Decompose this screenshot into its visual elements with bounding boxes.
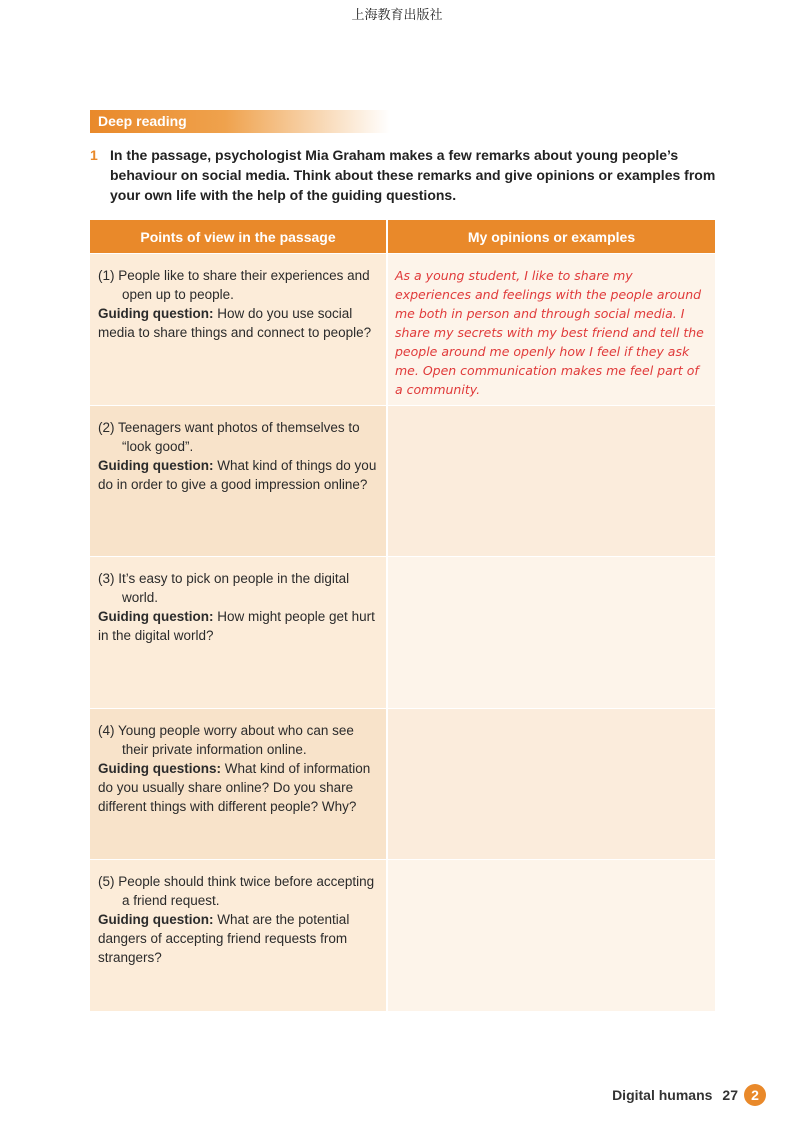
table-row xyxy=(90,406,715,557)
header-my-opinions: My opinions or examples xyxy=(388,220,715,253)
header-points-of-view: Points of view in the passage xyxy=(90,220,386,253)
answer-cell[interactable] xyxy=(388,860,715,1011)
table-row xyxy=(90,709,715,860)
table-row xyxy=(90,557,715,708)
point-text: (5) People should think twice before accepting a friend request. xyxy=(98,874,375,908)
guiding-question-text: What kind of things do you do in order to give a good impression online? xyxy=(98,457,377,492)
point-cell xyxy=(90,860,386,1011)
task-text: In the passage, psychologist Mia Graham makes a few remarks about young people’s behaviour on social media. Think about these remarks and give opinions or examples from your own life with the help of the guiding questions. xyxy=(110,147,716,203)
answer-cell[interactable] xyxy=(388,406,715,557)
point-cell xyxy=(90,557,386,708)
point-cell xyxy=(90,254,386,405)
point-text: (4) Young people worry about who can see their private information online. xyxy=(98,722,354,757)
guiding-question xyxy=(98,759,378,816)
point-cell xyxy=(90,406,386,557)
guiding-question-label: Guiding question: xyxy=(98,306,214,321)
publisher-header: 上海教育出版社 xyxy=(351,8,443,23)
table-row xyxy=(90,860,715,1011)
guiding-question-text: How do you use social media to share things and connect to people? xyxy=(98,306,372,340)
guiding-question-label: Guiding question: xyxy=(98,609,214,624)
guiding-question xyxy=(98,304,378,342)
answer-cell[interactable] xyxy=(388,709,715,860)
table-row xyxy=(90,254,715,405)
point-text: (2) Teenagers want photos of themselves to “look good”. xyxy=(98,419,360,454)
point-text: (3) It’s easy to pick on people in the digital world. xyxy=(98,571,350,605)
section-title: Deep reading xyxy=(98,113,187,129)
unit-title: Digital humans xyxy=(612,1087,713,1103)
answer-cell[interactable] xyxy=(388,557,715,708)
guiding-question xyxy=(98,607,378,645)
answer-text: As a young student, I like to share my experiences and feelings with the people around me both in person and through social media. I share my secrets with my best friend and tell the people around me openly how I feel if they ask me. Open communication makes me feel part of a community. xyxy=(395,268,704,397)
opinions-table xyxy=(90,220,715,1010)
task-instruction xyxy=(90,145,720,205)
page-number: 27 xyxy=(722,1087,738,1103)
answer-cell[interactable] xyxy=(388,254,715,405)
guiding-question-label: Guiding question: xyxy=(98,457,214,473)
guiding-question-text: What are the potential dangers of accepting friend requests from strangers? xyxy=(98,912,350,965)
guiding-question xyxy=(98,910,378,967)
guiding-question-label: Guiding question: xyxy=(98,912,214,927)
guiding-question xyxy=(98,456,378,494)
unit-number-badge: 2 xyxy=(744,1084,766,1106)
guiding-question-text: How might people get hurt in the digital world? xyxy=(98,609,375,643)
table-header-row xyxy=(90,220,715,253)
task-number: 1 xyxy=(90,147,98,163)
section-banner xyxy=(90,110,390,133)
point-text: (1) People like to share their experiences and open up to people. xyxy=(98,268,370,302)
guiding-question-text: What kind of information do you usually share online? Do you share different things with different people? Why? xyxy=(98,760,371,814)
point-cell xyxy=(90,709,386,860)
page-footer xyxy=(612,1084,766,1106)
guiding-question-label: Guiding questions: xyxy=(98,760,221,776)
